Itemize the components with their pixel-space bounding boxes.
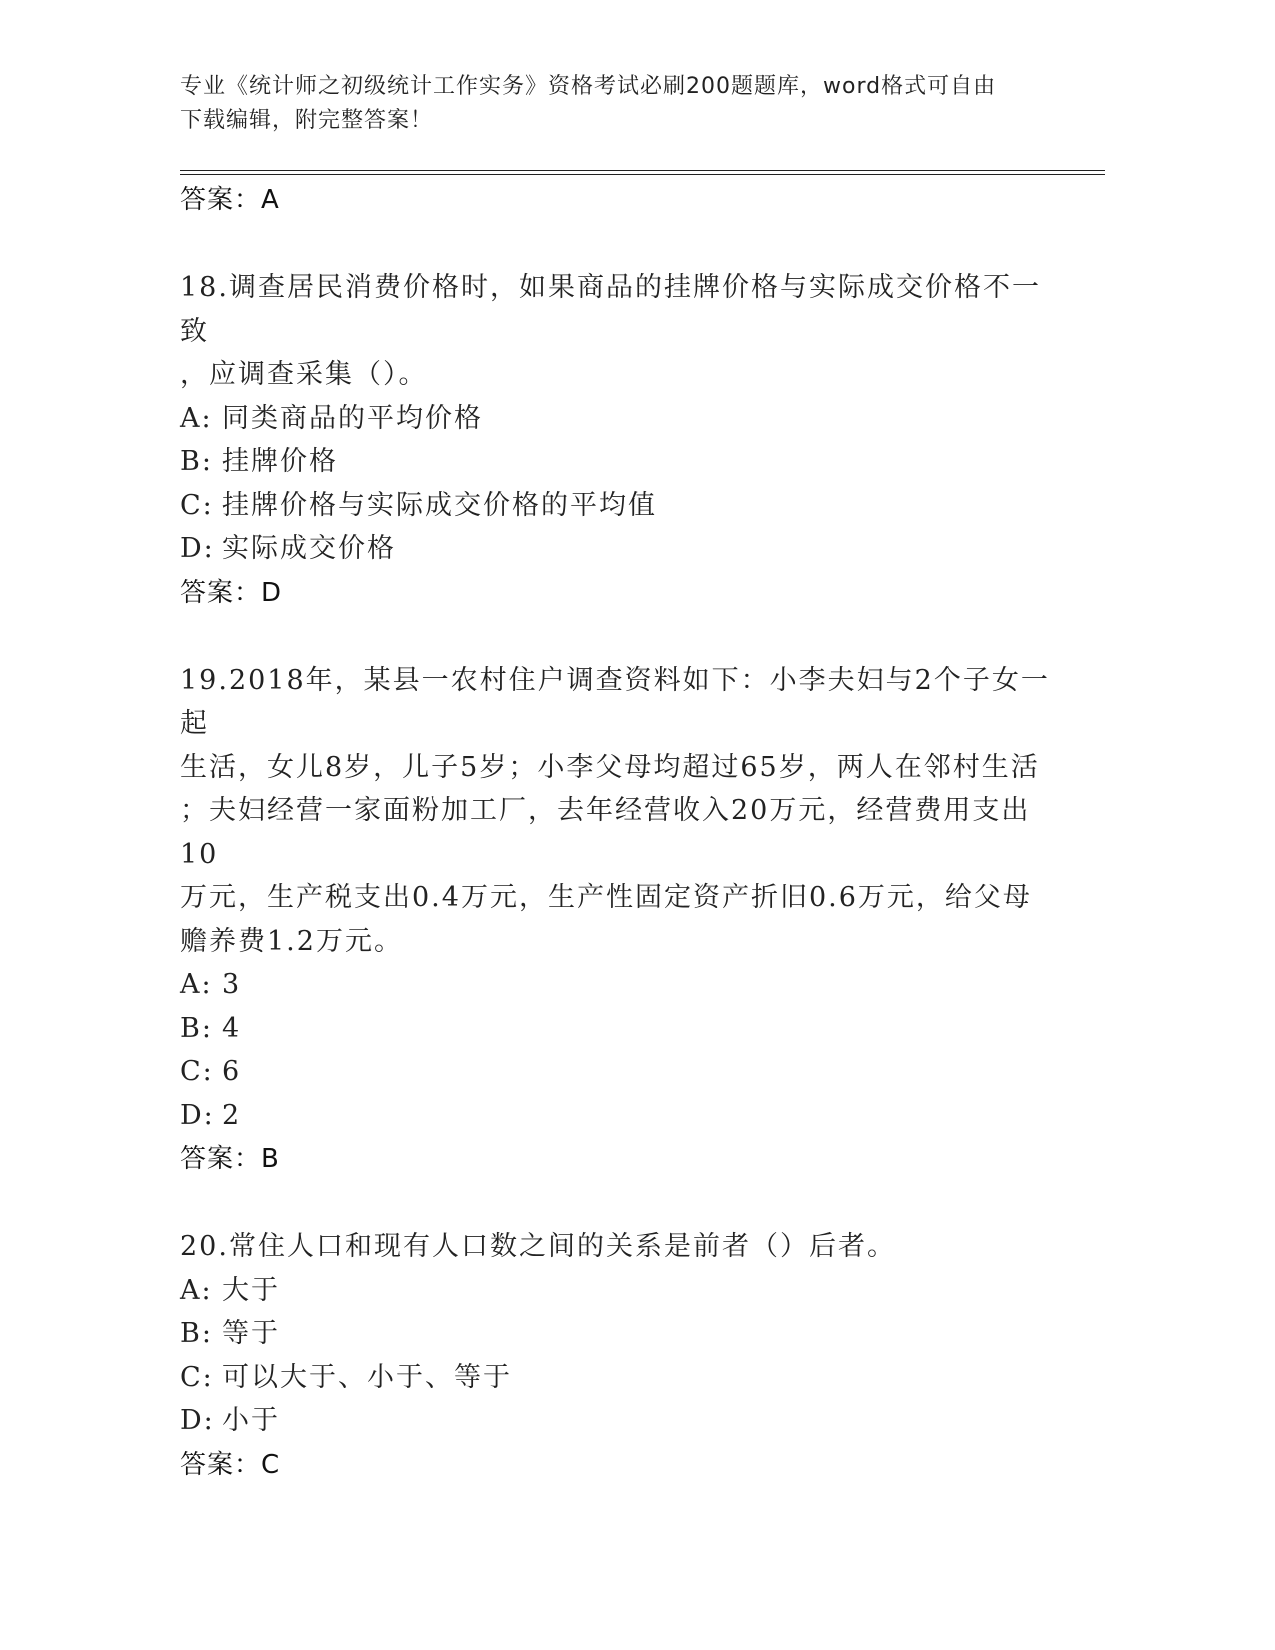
option-text: 等于 xyxy=(222,1318,280,1349)
option-letter: A: xyxy=(180,1274,213,1306)
option-letter: C: xyxy=(180,489,214,521)
option-a xyxy=(180,963,1060,1007)
option-text: 3 xyxy=(222,969,242,1000)
option-text: 6 xyxy=(222,1056,242,1087)
option-text: 实际成交价格 xyxy=(222,533,396,564)
option-letter: D: xyxy=(180,1405,215,1436)
option-letter: B: xyxy=(180,446,213,477)
option-a xyxy=(180,1269,1060,1313)
option-letter: B: xyxy=(180,1318,213,1349)
option-letter: C: xyxy=(180,1056,214,1087)
option-letter: D: xyxy=(180,1099,215,1131)
option-text: 同类商品的平均价格 xyxy=(222,402,483,434)
previous-question-answer: 答案：A xyxy=(180,185,280,215)
option-d xyxy=(180,1094,1060,1138)
option-text: 挂牌价格 xyxy=(222,446,338,477)
question-19 xyxy=(180,659,1060,1182)
option-c xyxy=(180,1050,1060,1094)
question-list xyxy=(180,178,1060,1487)
option-letter: A: xyxy=(180,402,213,434)
option-c xyxy=(180,484,1060,528)
option-text: 可以大于、小于、等于 xyxy=(222,1361,512,1393)
question-stem: 19.2018年，某县一农村住户调查资料如下：小李夫妇与2个子女一起 生活，女儿8岁，儿子5岁；小李父母均超过65岁，两人在邻村生活 ；夫妇经营一家面粉加工厂，去年经营收入20万元，经营费用支出10 万元，生产税支出0.4万元，生产性固定资产折旧0.6万元，给父母 赡养费1.2万元。 xyxy=(180,664,1050,957)
option-c xyxy=(180,1356,1060,1400)
option-letter: B: xyxy=(180,1012,213,1044)
option-text: 小于 xyxy=(222,1405,280,1436)
option-letter: D: xyxy=(180,533,215,564)
question-stem: 20.常住人口和现有人口数之间的关系是前者（）后者。 xyxy=(180,1231,896,1262)
question-answer: 答案：C xyxy=(180,1449,281,1480)
header-divider-bottom xyxy=(180,174,1105,175)
option-text: 4 xyxy=(222,1012,242,1044)
question-18 xyxy=(180,266,1060,615)
option-b xyxy=(180,1007,1060,1051)
document-header xyxy=(180,70,1050,138)
option-text: 2 xyxy=(222,1099,242,1131)
option-a xyxy=(180,397,1060,441)
option-b xyxy=(180,1312,1060,1356)
header-title-line-2: 下载编辑，附完整答案！ xyxy=(180,108,434,133)
option-letter: A: xyxy=(180,969,213,1000)
question-20 xyxy=(180,1225,1060,1487)
question-stem: 18.调查居民消费价格时，如果商品的挂牌价格与实际成交价格不一致 ，应调查采集（）。 xyxy=(180,272,1041,390)
option-b xyxy=(180,440,1060,484)
question-answer: 答案：B xyxy=(180,1144,280,1174)
option-d xyxy=(180,527,1060,571)
header-divider-top xyxy=(180,170,1105,171)
option-letter: C: xyxy=(180,1361,214,1393)
header-title-line-1: 专业《统计师之初级统计工作实务》资格考试必刷200题题库，word格式可自由 xyxy=(180,74,997,99)
option-text: 大于 xyxy=(222,1274,280,1306)
option-d xyxy=(180,1399,1060,1443)
question-answer: 答案：D xyxy=(180,577,283,608)
option-text: 挂牌价格与实际成交价格的平均值 xyxy=(222,489,657,521)
